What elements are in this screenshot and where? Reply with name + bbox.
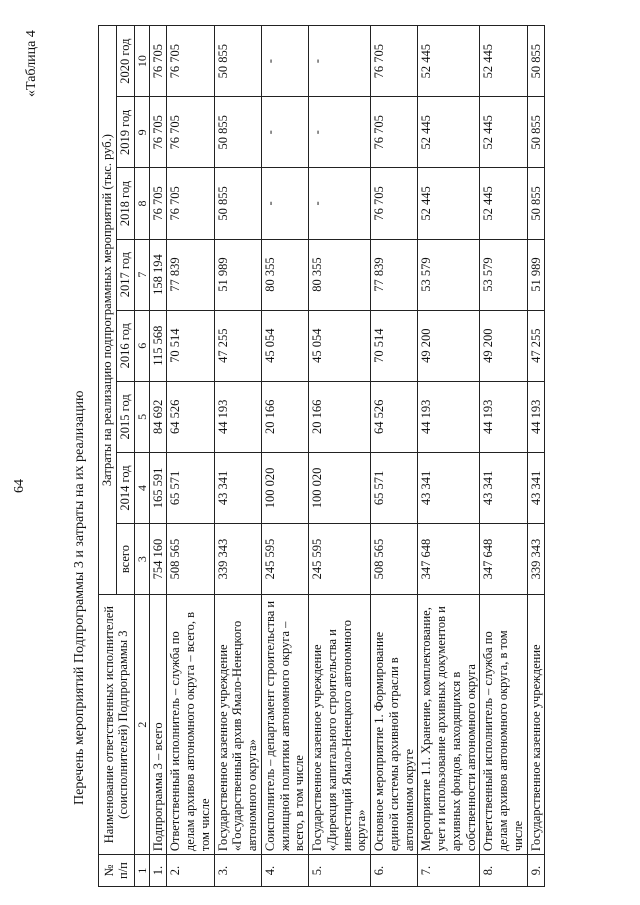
- row-number: 8.: [480, 855, 527, 887]
- cell-2018: 76 705: [149, 168, 167, 239]
- column-number: 2: [134, 595, 149, 855]
- cell-2019: 50 855: [527, 97, 545, 168]
- row-number: 1.: [149, 855, 167, 887]
- header-row-1: [99, 26, 117, 887]
- cell-2017: 77 839: [371, 239, 418, 310]
- cell-2019: -: [309, 97, 371, 168]
- cell-2015: 64 526: [167, 381, 214, 452]
- cell-2016: 47 255: [527, 310, 545, 381]
- row-number: 2.: [167, 855, 214, 887]
- table-row: [261, 26, 308, 887]
- row-name: Основное мероприятие 1. Формирование единой системы архивной отрасли в автономном округе: [371, 595, 418, 855]
- cell-total: 508 565: [371, 524, 418, 595]
- cell-2019: 52 445: [480, 97, 527, 168]
- header-col-no: № п/п: [99, 855, 135, 887]
- column-number: 8: [134, 168, 149, 239]
- cell-2014: 100 020: [261, 452, 308, 523]
- program-costs-table: [98, 25, 545, 887]
- column-number: 6: [134, 310, 149, 381]
- cell-2020: 76 705: [149, 26, 167, 97]
- table-row: [480, 26, 527, 887]
- cell-2018: -: [309, 168, 371, 239]
- row-name: Подпрограмма 3 – всего: [149, 595, 167, 855]
- cell-2014: 100 020: [309, 452, 371, 523]
- row-name: Соисполнитель – департамент строительства и жилищной политики автономного округа – всего, в том числе: [261, 595, 308, 855]
- row-number: 9.: [527, 855, 545, 887]
- cell-2020: -: [261, 26, 308, 97]
- cell-total: 754 160: [149, 524, 167, 595]
- header-col-name: Наименование ответственных исполнителей (соисполнителей) Подпрограммы 3: [99, 595, 135, 855]
- header-year: 2018 год: [116, 168, 134, 239]
- cell-2015: 44 193: [214, 381, 261, 452]
- cell-2019: 52 445: [418, 97, 480, 168]
- header-year: 2014 год: [116, 452, 134, 523]
- cell-2015: 20 166: [309, 381, 371, 452]
- cell-2018: 76 705: [371, 168, 418, 239]
- cell-total: 339 343: [527, 524, 545, 595]
- cell-2017: 53 579: [480, 239, 527, 310]
- cell-total: 245 595: [261, 524, 308, 595]
- cell-2014: 43 341: [527, 452, 545, 523]
- cell-total: 245 595: [309, 524, 371, 595]
- table-row: [149, 26, 167, 887]
- cell-2014: 65 571: [167, 452, 214, 523]
- cell-total: 347 648: [418, 524, 480, 595]
- column-number: 7: [134, 239, 149, 310]
- cell-2018: 50 855: [214, 168, 261, 239]
- cell-2020: 52 445: [418, 26, 480, 97]
- cell-2015: 84 692: [149, 381, 167, 452]
- cell-2016: 70 514: [371, 310, 418, 381]
- page-number: 64: [12, 479, 27, 493]
- header-year: 2017 год: [116, 239, 134, 310]
- row-number: 6.: [371, 855, 418, 887]
- cell-2020: 50 855: [214, 26, 261, 97]
- header-year: 2020 год: [116, 26, 134, 97]
- column-number: 1: [134, 855, 149, 887]
- column-number: 10: [134, 26, 149, 97]
- cell-2016: 45 054: [309, 310, 371, 381]
- cell-2020: 50 855: [527, 26, 545, 97]
- cell-total: 508 565: [167, 524, 214, 595]
- column-number: 4: [134, 452, 149, 523]
- table-row: [418, 26, 480, 887]
- column-number: 9: [134, 97, 149, 168]
- table-row: [167, 26, 214, 887]
- cell-2017: 51 989: [527, 239, 545, 310]
- cell-2019: -: [261, 97, 308, 168]
- cell-2016: 70 514: [167, 310, 214, 381]
- cell-2015: 44 193: [527, 381, 545, 452]
- cell-2017: 77 839: [167, 239, 214, 310]
- cell-2019: 76 705: [167, 97, 214, 168]
- column-number-row: [134, 26, 149, 887]
- header-costs-group: Затраты на реализацию подпрограммных мероприятий (тыс. руб.): [99, 26, 117, 595]
- cell-2015: 44 193: [418, 381, 480, 452]
- table-row: [309, 26, 371, 887]
- cell-2018: -: [261, 168, 308, 239]
- cell-2016: 47 255: [214, 310, 261, 381]
- column-number: 5: [134, 381, 149, 452]
- header-col-total: всего: [116, 524, 134, 595]
- cell-2015: 44 193: [480, 381, 527, 452]
- header-year: 2016 год: [116, 310, 134, 381]
- cell-2014: 65 571: [371, 452, 418, 523]
- cell-2020: 76 705: [167, 26, 214, 97]
- cell-2016: 49 200: [480, 310, 527, 381]
- header-year: 2015 год: [116, 381, 134, 452]
- cell-2019: 50 855: [214, 97, 261, 168]
- row-name: Государственное казенное учреждение: [527, 595, 545, 855]
- column-number: 3: [134, 524, 149, 595]
- cell-2018: 76 705: [167, 168, 214, 239]
- table-row: [371, 26, 418, 887]
- row-number: 3.: [214, 855, 261, 887]
- table-row: [527, 26, 545, 887]
- row-name: Мероприятие 1.1. Хранение, комплектование, учет и использование архивных документов и архивных фондов, находящихся в собственности автономного округа: [418, 595, 480, 855]
- cell-2019: 76 705: [149, 97, 167, 168]
- cell-2014: 43 341: [214, 452, 261, 523]
- document-title: Перечень мероприятий Подпрограммы 3 и затраты на их реализацию: [72, 390, 87, 805]
- row-name: Ответственный исполнитель – служба по делам архивов автономного округа – всего, в том числе: [167, 595, 214, 855]
- cell-2017: 80 355: [261, 239, 308, 310]
- cell-2016: 49 200: [418, 310, 480, 381]
- cell-total: 339 343: [214, 524, 261, 595]
- row-name: Государственное казенное учреждение «Государственный архив Ямало-Ненецкого автономного округа»: [214, 595, 261, 855]
- cell-2016: 115 568: [149, 310, 167, 381]
- cell-2018: 52 445: [480, 168, 527, 239]
- cell-2019: 76 705: [371, 97, 418, 168]
- row-number: 4.: [261, 855, 308, 887]
- cell-2020: 52 445: [480, 26, 527, 97]
- cell-total: 347 648: [480, 524, 527, 595]
- cell-2017: 51 989: [214, 239, 261, 310]
- cell-2016: 45 054: [261, 310, 308, 381]
- header-year: 2019 год: [116, 97, 134, 168]
- cell-2017: 80 355: [309, 239, 371, 310]
- row-number: 5.: [309, 855, 371, 887]
- cell-2014: 43 341: [480, 452, 527, 523]
- cell-2018: 52 445: [418, 168, 480, 239]
- cell-2017: 158 194: [149, 239, 167, 310]
- cell-2017: 53 579: [418, 239, 480, 310]
- cell-2014: 165 591: [149, 452, 167, 523]
- row-name: Государственное казенное учреждение «Дирекция капитального строительства и инвестиций Ямало-Ненецкого автономного округа»: [309, 595, 371, 855]
- table-label: «Таблица 4: [24, 30, 39, 97]
- cell-2020: 76 705: [371, 26, 418, 97]
- cell-2015: 20 166: [261, 381, 308, 452]
- row-number: 7.: [418, 855, 480, 887]
- row-name: Ответственный исполнитель – служба по делам архивов автономного округа, в том числе: [480, 595, 527, 855]
- cell-2015: 64 526: [371, 381, 418, 452]
- cell-2020: -: [309, 26, 371, 97]
- cell-2018: 50 855: [527, 168, 545, 239]
- cell-2014: 43 341: [418, 452, 480, 523]
- table-row: [214, 26, 261, 887]
